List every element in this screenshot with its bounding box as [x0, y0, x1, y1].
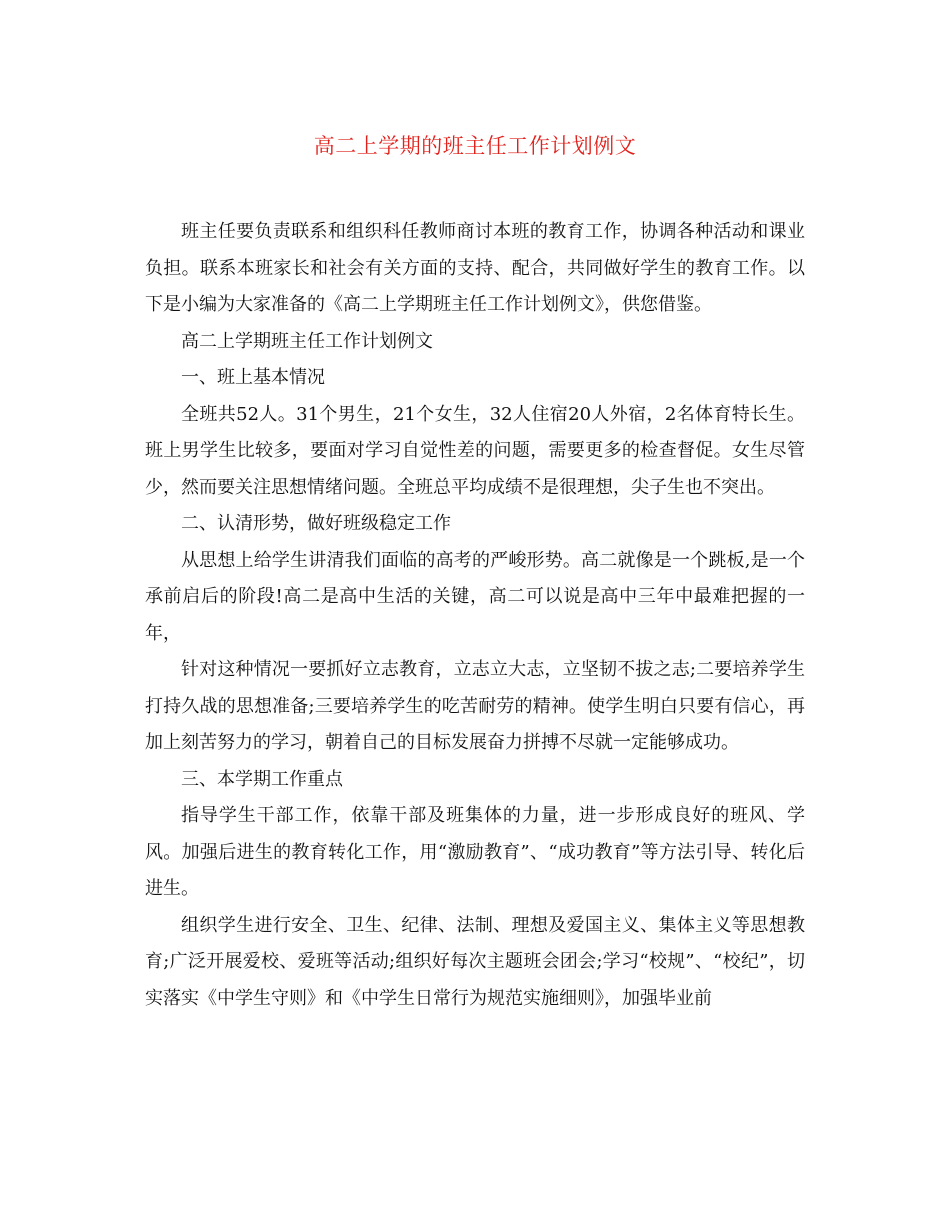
paragraph-ideology-education: 组织学生进行安全、卫生、纪律、法制、理想及爱国主义、集体主义等思想教育;广泛开展爱校、爱班等活动;组织好每次主题班会团会;学习“校规”、“校纪”，切实落实《中学生守则》和《中学生日常行为规范实施细则》，加强毕业前: [145, 914, 805, 1009]
section-heading-3: 三、本学期工作重点: [181, 768, 343, 790]
paragraph-subtitle: 高二上学期班主任工作计划例文: [181, 330, 433, 352]
document-title: 高二上学期的班主任工作计划例文: [313, 134, 637, 158]
paragraph-measures: 针对这种情况一要抓好立志教育，立志立大志，立坚韧不拔之志;二要培养学生打持久战的思想准备;三要培养学生的吃苦耐劳的精神。使学生明白只要有信心，再加上刻苦努力的学习，朝着自己的目标发展奋力拼搏不尽就一定能够成功。: [145, 659, 805, 753]
section-heading-1: 一、班上基本情况: [181, 367, 325, 388]
paragraph-cadre-guidance: 指导学生干部工作，依靠干部及班集体的力量，进一步形成良好的班风、学风。加强后进生的教育转化工作，用“激励教育”、“成功教育”等方法引导、转化后进生。: [145, 805, 805, 899]
paragraph-class-situation: 全班共52人。31个男生，21个女生，32人住宿20人外宿，2名体育特长生。班上男学生比较多，要面对学习自觉性差的问题，需要更多的检查督促。女生尽管少，然而要关注思想情绪问题。全班总平均成绩不是很理想，尖子生也不突出。: [145, 403, 805, 498]
document-body: [145, 214, 805, 1017]
paragraph-situation-analysis: 从思想上给学生讲清我们面临的高考的严峻形势。高二就像是一个跳板,是一个承前启后的阶段!高二是高中生活的关键，高二可以说是高中三年中最难把握的一年，: [145, 549, 805, 644]
section-heading-2: 二、认清形势，做好班级稳定工作: [181, 513, 451, 534]
paragraph-intro: 班主任要负责联系和组织科任教师商讨本班的教育工作，协调各种活动和课业负担。联系本班家长和社会有关方面的支持、配合，共同做好学生的教育工作。以下是小编为大家准备的《高二上学期班主任工作计划例文》，供您借鉴。: [145, 221, 805, 315]
